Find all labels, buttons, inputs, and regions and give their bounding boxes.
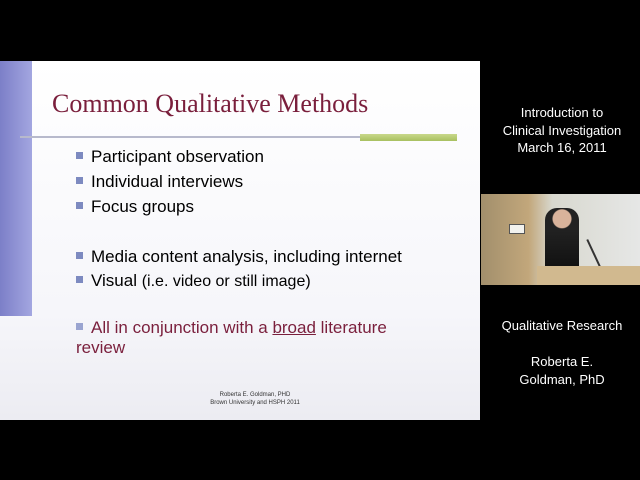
bullet-parenthetical: (i.e. video or still image) <box>141 273 311 290</box>
speaker-name-line-1: Roberta E. <box>530 354 594 369</box>
slide-footer <box>200 391 310 407</box>
slide-accent-bar <box>0 61 32 316</box>
speaker-video-feed <box>481 194 640 285</box>
lecture-topic: Qualitative Research <box>501 318 623 333</box>
bullet-individual-interviews <box>76 172 243 192</box>
bullet-text: Focus groups <box>91 197 194 216</box>
course-line-2: Clinical Investigation <box>502 122 622 138</box>
title-divider <box>20 136 360 138</box>
bullet-focus-groups <box>76 197 194 217</box>
microphone <box>586 239 601 269</box>
bullet-visual <box>76 271 311 292</box>
bullet-text: Visual <box>91 271 142 290</box>
bullet-text: Individual interviews <box>91 172 244 191</box>
bullet-text-end: literature review <box>76 318 387 357</box>
square-bullet-icon <box>76 252 83 259</box>
square-bullet-icon <box>76 276 83 283</box>
bullet-text: Media content analysis, including internet <box>91 247 402 266</box>
footer-affiliation: Brown University and HSPH 2011 <box>210 400 300 406</box>
lecture-date: March 16, 2011 <box>517 140 607 155</box>
square-bullet-icon <box>76 177 83 184</box>
presentation-slide <box>0 61 480 420</box>
bullet-text: Participant observation <box>91 147 264 166</box>
speaker-name-line-2: Goldman, PhD <box>519 371 605 387</box>
bullet-participant-observation <box>76 147 264 167</box>
speaker-figure <box>545 208 579 268</box>
course-info <box>482 104 640 157</box>
slide-title: Common Qualitative Methods <box>52 89 369 118</box>
bullet-text: All in conjunction with a <box>91 318 273 337</box>
title-accent-rule <box>360 134 457 141</box>
footer-author: Roberta E. Goldman, PHD <box>219 392 291 398</box>
course-line-1: Introduction to <box>520 105 604 120</box>
bullet-literature-review <box>76 318 436 358</box>
bullet-media-content-analysis <box>76 247 402 267</box>
wall-panel <box>509 224 525 234</box>
podium <box>537 266 640 285</box>
bullet-underlined-word: broad <box>272 318 316 337</box>
square-bullet-icon <box>76 152 83 159</box>
speaker-name <box>482 353 640 388</box>
square-bullet-icon <box>76 202 83 209</box>
square-bullet-icon <box>76 323 83 330</box>
